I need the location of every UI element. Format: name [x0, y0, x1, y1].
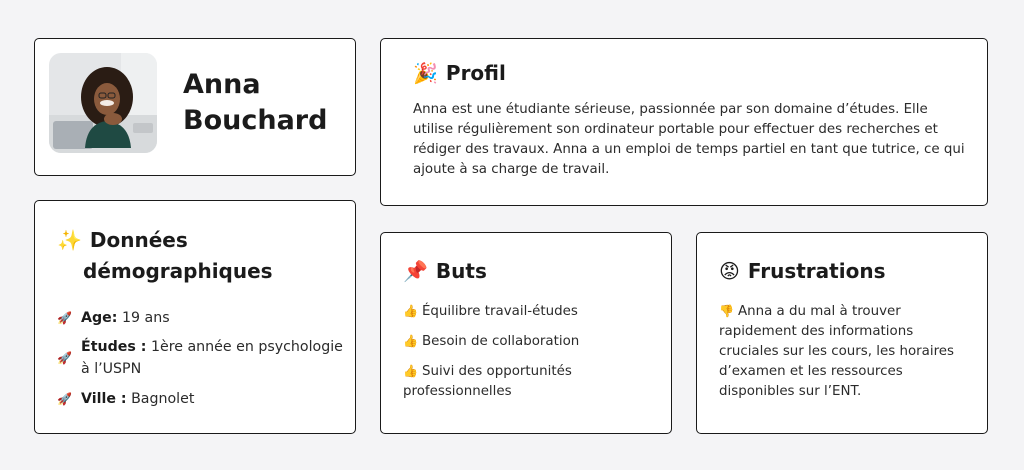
buts-item-text: Suivi des opportunités professionnelles [403, 364, 572, 399]
persona-last-name: Bouchard [183, 105, 328, 136]
frustrations-card [696, 232, 988, 434]
demographics-value: Bagnolet [131, 391, 195, 407]
buts-title-text: Buts [435, 259, 487, 283]
persona-name [183, 67, 327, 139]
buts-card [380, 232, 672, 434]
persona-name-card [34, 38, 356, 176]
party-popper-icon: 🎉 [413, 61, 438, 85]
frustrations-text-body: Anna a du mal à trouver rapidement des informations cruciales sur les cours, les horaires d’examen et les ressources disponibles sur l’ENT. [719, 304, 955, 399]
demographics-title-line2: démographiques [83, 259, 273, 283]
avatar-photo [49, 53, 157, 153]
demographics-label: Ville : [81, 391, 127, 407]
demographics-value: 1ère année en psychologie à l’USPN [81, 339, 343, 377]
thumbs-up-icon: 👍 [403, 364, 418, 378]
demographics-title [57, 225, 337, 287]
buts-item-text: Besoin de collaboration [421, 334, 580, 349]
demographics-label: Age: [81, 310, 118, 326]
frustrations-text [719, 301, 974, 402]
demographics-card [34, 200, 356, 434]
demographics-item-etudes [57, 336, 347, 380]
angry-face-icon: 😡 [719, 259, 740, 283]
profil-text: Anna est une étudiante sérieuse, passionnée par son domaine d’études. Elle utilise régulièrement son ordinateur portable pour effectuer des recherches et rédiger des travaux. Anna a un emploi de temps partiel en tant que tutrice, ce qui ajoute à sa charge de travail. [413, 102, 965, 177]
sparkles-icon: ✨ [57, 228, 82, 252]
demographics-item-age [57, 307, 347, 329]
list-item [403, 361, 658, 402]
list-item [403, 301, 658, 322]
demographics-title-line1: Données [89, 228, 188, 252]
profil-card [380, 38, 988, 206]
rocket-icon: 🚀 [57, 351, 72, 365]
demographics-label: Études : [81, 339, 147, 355]
frustrations-title-text: Frustrations [747, 259, 886, 283]
thumbs-up-icon: 👍 [403, 334, 418, 348]
avatar [49, 53, 157, 153]
thumbs-up-icon: 👍 [403, 304, 418, 318]
demographics-value: 19 ans [121, 310, 170, 326]
rocket-icon: 🚀 [57, 311, 72, 325]
persona-first-name: Anna [183, 69, 261, 100]
list-item [403, 331, 658, 352]
demographics-item-ville [57, 388, 347, 410]
buts-title [403, 259, 487, 283]
thumbs-down-icon: 👎 [719, 304, 734, 318]
frustrations-title [719, 259, 885, 283]
profil-title [413, 61, 506, 85]
buts-item-text: Équilibre travail-études [421, 304, 578, 319]
profil-title-text: Profil [445, 61, 506, 85]
rocket-icon: 🚀 [57, 392, 72, 406]
pushpin-icon: 📌 [403, 259, 428, 283]
